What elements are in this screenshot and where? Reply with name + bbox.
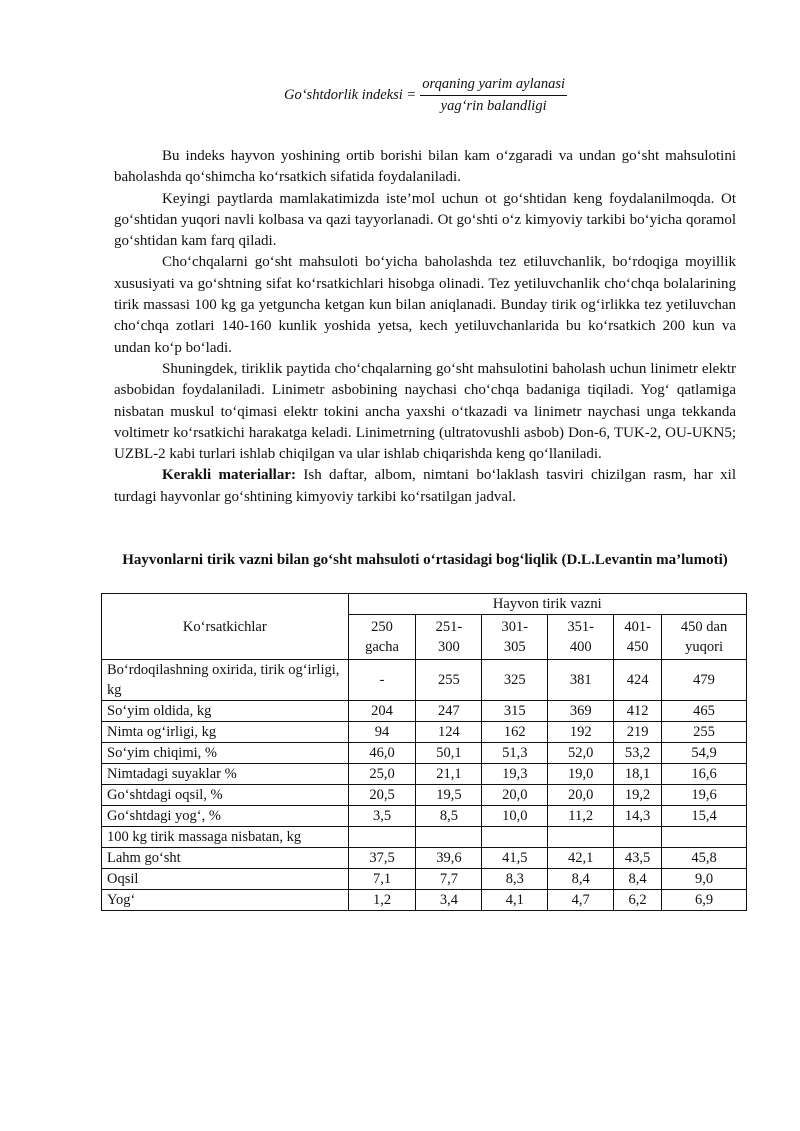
column-header: 301- 305	[482, 615, 548, 660]
table-cell: 7,7	[416, 869, 482, 890]
table-cell: 53,2	[614, 743, 662, 764]
table-cell: 204	[348, 701, 416, 722]
row-label: So‘yim oldida, kg	[102, 701, 349, 722]
body-text	[114, 146, 736, 508]
table-cell: 19,6	[662, 785, 747, 806]
table-cell: 20,0	[548, 785, 614, 806]
table-cell: 412	[614, 701, 662, 722]
table-row	[102, 869, 747, 890]
table-row	[102, 827, 747, 848]
table-row	[102, 743, 747, 764]
row-label: Go‘shtdagi yog‘, %	[102, 806, 349, 827]
header-row	[102, 594, 747, 615]
table-cell: 41,5	[482, 848, 548, 869]
table-cell: 8,4	[614, 869, 662, 890]
row-label: Go‘shtdagi oqsil, %	[102, 785, 349, 806]
table-cell: 4,1	[482, 890, 548, 911]
table-cell: 46,0	[348, 743, 416, 764]
table-cell	[482, 827, 548, 848]
table-cell: 94	[348, 722, 416, 743]
table-cell: 192	[548, 722, 614, 743]
materials-text: Ish daftar, albom, nimtani bo‘laklash tasviri chizilgan rasm, har xil turdagi hayvonlar go‘shtining kimyoviy tarkibi ko‘rsatilgan jadval.	[114, 467, 737, 505]
table-cell: 6,2	[614, 890, 662, 911]
materials-paragraph	[114, 465, 736, 508]
table-cell	[614, 827, 662, 848]
data-table	[101, 593, 747, 911]
table-cell: 52,0	[548, 743, 614, 764]
table-cell: 19,0	[548, 764, 614, 785]
table-row	[102, 785, 747, 806]
row-label: So‘yim chiqimi, %	[102, 743, 349, 764]
row-label: 100 kg tirik massaga nisbatan, kg	[102, 827, 349, 848]
paragraph: Shuningdek, tiriklik paytida cho‘chqalarning go‘sht mahsulotini baholash uchun linimetr elektr asbobidan foydalaniladi. Linimetr asbobining naychasi cho‘chqa badaniga tiqiladi. Yog‘ qatlamiga nisbatan muskul to‘qimasi elektr tokini ancha yaxshi o‘tkazadi va linimetr naychasi unga tekkanda voltimetr ko‘rsatkichi harakatga keladi. Linimetrning (ultratovushli asbob) Don-6, TUK-2, OU-UKN5; UZBL-2 kabi turlari ishlab chiqilgan va ular ishlab chiqarishda keng qo‘llaniladi.	[114, 360, 736, 463]
column-header: 351- 400	[548, 615, 614, 660]
column-header: 251- 300	[416, 615, 482, 660]
table-cell: 54,9	[662, 743, 747, 764]
row-label: Yog‘	[102, 890, 349, 911]
table-cell: 20,5	[348, 785, 416, 806]
table-cell: 381	[548, 660, 614, 701]
table-cell	[662, 827, 747, 848]
table-row	[102, 701, 747, 722]
table-cell: 1,2	[348, 890, 416, 911]
table-cell: 10,0	[482, 806, 548, 827]
table-cell: 315	[482, 701, 548, 722]
table-cell	[416, 827, 482, 848]
table-cell: 8,3	[482, 869, 548, 890]
table-cell: 479	[662, 660, 747, 701]
formula-lhs: Go‘shtdorlik indeksi =	[284, 87, 417, 103]
table-cell: 37,5	[348, 848, 416, 869]
table-cell: 20,0	[482, 785, 548, 806]
table-cell: 39,6	[416, 848, 482, 869]
index-formula	[284, 76, 567, 115]
table-cell: 325	[482, 660, 548, 701]
table-cell: 19,2	[614, 785, 662, 806]
row-label: Oqsil	[102, 869, 349, 890]
column-header: 450 dan yuqori	[662, 615, 747, 660]
table-cell: 465	[662, 701, 747, 722]
table-cell: 124	[416, 722, 482, 743]
formula-denominator: yag‘rin balandligi	[440, 98, 547, 114]
table-cell: 11,2	[548, 806, 614, 827]
table-row	[102, 722, 747, 743]
table-cell: 424	[614, 660, 662, 701]
row-label: Nimtadagi suyaklar %	[102, 764, 349, 785]
row-label: Lahm go‘sht	[102, 848, 349, 869]
table-cell: 14,3	[614, 806, 662, 827]
table-cell	[348, 827, 416, 848]
table-cell: 9,0	[662, 869, 747, 890]
table-cell: 3,4	[416, 890, 482, 911]
table-row	[102, 764, 747, 785]
paragraph: Cho‘chqalarni go‘sht mahsuloti bo‘yicha baholashda tez etiluvchanlik, bo‘rdoqiga moyillik xususiyati va go‘shtning sifat ko‘rsatkichlari hisobga olinadi. Tez yetiluvchanlik cho‘chqa bolalarining tirik massasi 100 kg ga yetguncha ketgan kun bilan aniqlanadi. Bunday tirik og‘irlikka tez yetiluvchan cho‘chqa zotlari 140-160 kunlik yoshida yetsa, kech yetiluvchanlarida bu ko‘rsatkich 200 kun va undan ko‘p bo‘ladi.	[114, 254, 736, 356]
table-cell: 369	[548, 701, 614, 722]
table-cell: 19,5	[416, 785, 482, 806]
column-header: 401- 450	[614, 615, 662, 660]
table-cell: 255	[662, 722, 747, 743]
table-cell: 219	[614, 722, 662, 743]
paragraph: Keyingi paytlarda mamlakatimizda iste’mol uchun ot go‘shtidan keng foydalanilmoqda. Ot go‘shtidan yuqori navli kolbasa va qazi tayyorlanadi. Ot go‘shti o‘z kimyoviy tarkibi bo‘yicha qoramol go‘shtidan kam farq qiladi.	[114, 190, 736, 250]
table-cell: -	[348, 660, 416, 701]
row-label: Bo‘rdoqilashning oxirida, tirik og‘irligi, kg	[102, 660, 349, 701]
table-row	[102, 806, 747, 827]
table-cell: 42,1	[548, 848, 614, 869]
table-cell: 15,4	[662, 806, 747, 827]
table-cell: 162	[482, 722, 548, 743]
table-row	[102, 848, 747, 869]
table-cell: 50,1	[416, 743, 482, 764]
table-row	[102, 660, 747, 701]
table-cell: 51,3	[482, 743, 548, 764]
table-cell: 45,8	[662, 848, 747, 869]
table-caption: Hayvonlarni tirik vazni bilan go‘sht mahsuloti o‘rtasidagi bog‘liqlik (D.L.Levantin ma’lumoti)	[122, 552, 728, 568]
table-cell: 6,9	[662, 890, 747, 911]
table-cell: 3,5	[348, 806, 416, 827]
formula-fraction	[420, 76, 567, 115]
table-cell: 4,7	[548, 890, 614, 911]
materials-label: Kerakli materiallar:	[162, 467, 296, 484]
table-cell: 43,5	[614, 848, 662, 869]
formula-numerator: orqaning yarim aylanasi	[420, 76, 567, 96]
table-cell: 19,3	[482, 764, 548, 785]
table-cell: 8,4	[548, 869, 614, 890]
row-header: Ko‘rsatkichlar	[102, 594, 349, 660]
table-cell: 247	[416, 701, 482, 722]
table-cell: 25,0	[348, 764, 416, 785]
table-cell: 255	[416, 660, 482, 701]
table-cell: 21,1	[416, 764, 482, 785]
group-header: Hayvon tirik vazni	[348, 594, 746, 615]
table-cell: 18,1	[614, 764, 662, 785]
table-row	[102, 890, 747, 911]
table-cell: 8,5	[416, 806, 482, 827]
column-header: 250 gacha	[348, 615, 416, 660]
paragraph: Bu indeks hayvon yoshining ortib borishi bilan kam o‘zgaradi va undan go‘sht mahsulotini baholashda qo‘shimcha ko‘rsatkich sifatida foydalaniladi.	[114, 148, 736, 186]
table-cell	[548, 827, 614, 848]
table-cell: 7,1	[348, 869, 416, 890]
row-label: Nimta og‘irligi, kg	[102, 722, 349, 743]
table-cell: 16,6	[662, 764, 747, 785]
